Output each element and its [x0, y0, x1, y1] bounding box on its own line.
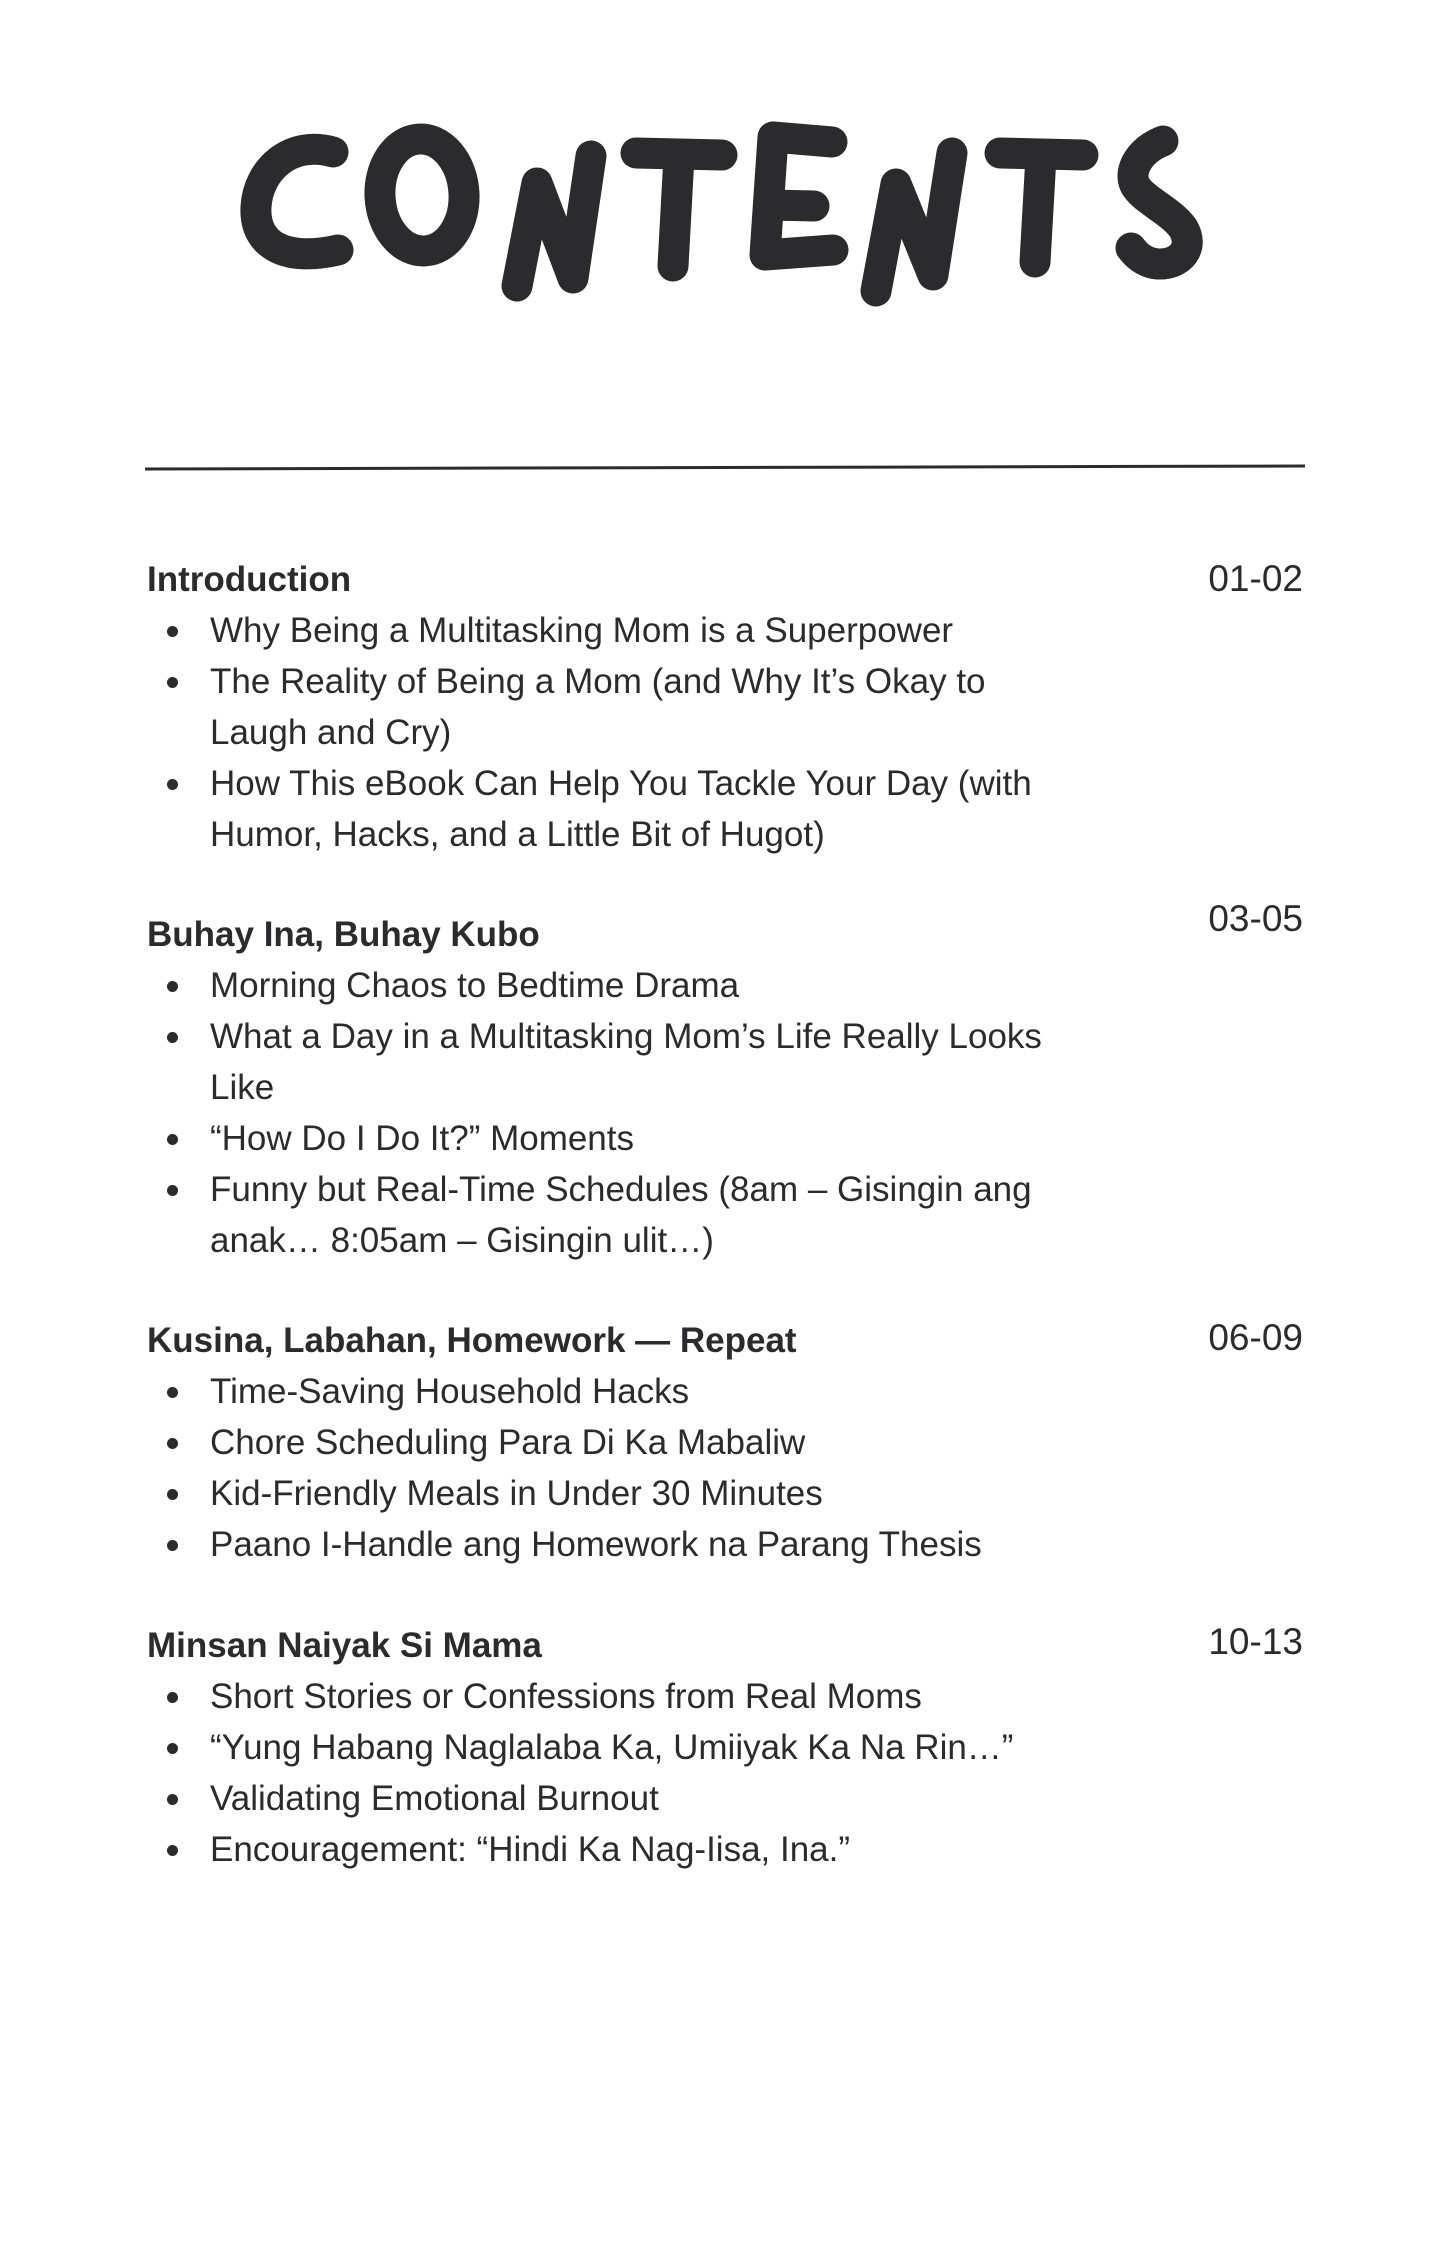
- item-text-line: The Reality of Being a Mom (and Why It’s Okay to: [210, 662, 986, 701]
- bullet-icon: [167, 981, 178, 992]
- item-text-line: Morning Chaos to Bedtime Drama: [210, 966, 740, 1005]
- list-item[interactable]: [147, 1468, 1147, 1519]
- toc-section: [147, 1315, 1147, 1570]
- section-heading[interactable]: Buhay Ina, Buhay Kubo: [147, 915, 540, 954]
- list-item[interactable]: [147, 1671, 1147, 1722]
- item-text-line: Laugh and Cry): [210, 713, 452, 752]
- item-text-line: What a Day in a Multitasking Mom’s Life Really Looks: [210, 1017, 1042, 1056]
- list-item[interactable]: [147, 1417, 1147, 1468]
- bullet-icon: [167, 1794, 178, 1805]
- bullet-icon: [167, 1743, 178, 1754]
- bullet-icon: [167, 1845, 178, 1856]
- list-item[interactable]: [147, 656, 1147, 758]
- section-item-list: [147, 605, 1147, 860]
- list-item[interactable]: [147, 1519, 1147, 1570]
- bullet-icon: [167, 1692, 178, 1703]
- bullet-icon: [167, 1134, 178, 1145]
- item-text-line: Humor, Hacks, and a Little Bit of Hugot): [210, 815, 825, 854]
- item-text-line: How This eBook Can Help You Tackle Your Day (with: [210, 764, 1032, 803]
- item-text-line: Encouragement: “Hindi Ka Nag-Iisa, Ina.”: [210, 1830, 851, 1869]
- section-heading[interactable]: Introduction: [147, 560, 352, 599]
- list-item[interactable]: [147, 1366, 1147, 1417]
- item-text-line: Time-Saving Household Hacks: [210, 1372, 690, 1411]
- bullet-icon: [167, 1185, 178, 1196]
- list-item[interactable]: [147, 1824, 1147, 1875]
- item-text-line: Funny but Real-Time Schedules (8am – Gisingin ang: [210, 1170, 1032, 1209]
- bullet-icon: [167, 1540, 178, 1551]
- list-item[interactable]: [147, 1011, 1147, 1113]
- bullet-icon: [167, 779, 178, 790]
- item-text-line: “Yung Habang Naglalaba Ka, Umiiyak Ka Na Rin…”: [210, 1728, 1014, 1767]
- item-text-line: Kid-Friendly Meals in Under 30 Minutes: [210, 1474, 823, 1513]
- toc-section: [147, 1620, 1147, 1875]
- item-text-line: Short Stories or Confessions from Real Moms: [210, 1677, 922, 1716]
- toc-section: [147, 554, 1147, 860]
- bullet-icon: [167, 1438, 178, 1449]
- divider-line: [0, 0, 1445, 520]
- item-text-line: Why Being a Multitasking Mom is a Superpower: [210, 611, 954, 650]
- section-heading[interactable]: Kusina, Labahan, Homework — Repeat: [147, 1321, 797, 1360]
- item-text-line: Paano I-Handle ang Homework na Parang Thesis: [210, 1525, 982, 1564]
- list-item[interactable]: [147, 960, 1147, 1011]
- page-range: 01-02: [1208, 558, 1303, 599]
- item-text-line: Like: [210, 1068, 275, 1107]
- bullet-icon: [167, 1489, 178, 1500]
- item-text-line: “How Do I Do It?” Moments: [210, 1119, 634, 1158]
- toc-section: [147, 909, 1147, 1266]
- bullet-icon: [167, 1032, 178, 1043]
- section-item-list: [147, 960, 1147, 1266]
- item-text-line: Validating Emotional Burnout: [210, 1779, 659, 1818]
- item-text-line: Chore Scheduling Para Di Ka Mabaliw: [210, 1423, 806, 1462]
- list-item[interactable]: [147, 1773, 1147, 1824]
- section-item-list: [147, 1366, 1147, 1570]
- list-item[interactable]: [147, 1722, 1147, 1773]
- bullet-icon: [167, 626, 178, 637]
- item-text-line: anak… 8:05am – Gisingin ulit…): [210, 1221, 714, 1260]
- list-item[interactable]: [147, 1113, 1147, 1164]
- bullet-icon: [167, 677, 178, 688]
- list-item[interactable]: [147, 758, 1147, 860]
- section-heading[interactable]: Minsan Naiyak Si Mama: [147, 1626, 542, 1665]
- page-range: 03-05: [1208, 898, 1303, 939]
- page-range: 06-09: [1208, 1317, 1303, 1358]
- page-range: 10-13: [1208, 1621, 1303, 1662]
- section-item-list: [147, 1671, 1147, 1875]
- bullet-icon: [167, 1387, 178, 1398]
- list-item[interactable]: [147, 1164, 1147, 1266]
- list-item[interactable]: [147, 605, 1147, 656]
